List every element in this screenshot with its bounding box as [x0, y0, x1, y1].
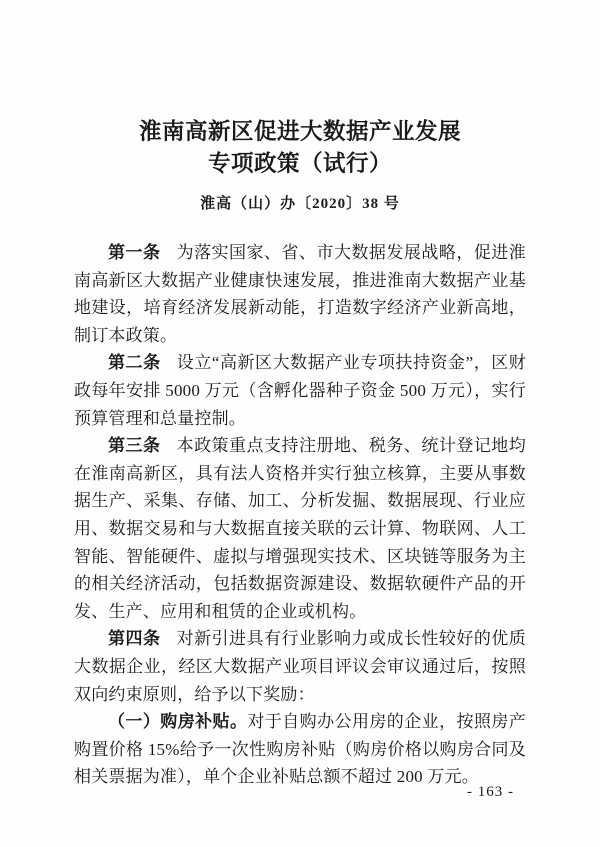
article-4-term: 第四条: [108, 629, 161, 649]
document-title-line-1: 淮南高新区促进大数据产业发展: [138, 119, 461, 144]
article-4-text: 对新引进具有行业影响力或成长性较好的优质大数据企业，经区大数据产业项目评议会审议通过后，按照双向约束原则，给予以下奖励：: [74, 629, 526, 704]
policy-article-4: [74, 625, 526, 708]
article-3-text: 本政策重点支持注册地、税务、统计登记地均在淮南高新区，具有法人资格并实行独立核算，主要从事数据生产、采集、存储、加工、分析发掘、数据展现、行业应用、数据交易和与大数据直接关联的云计算、物联网、人工智能、智能硬件、虚拟与增强现实技术、区块链等服务为主的相关经济活动，包括数据资源建设、数据软硬件产品的开发、生产、应用和租赁的企业或机构。: [74, 436, 526, 621]
article-2-text: 设立“高新区大数据产业专项扶持资金”，区财政每年安排 5000 万元（含孵化器种子资金 500 万元），实行预算管理和总量控制。: [74, 353, 526, 428]
page-number: - 163 -: [467, 784, 514, 800]
clause-1-text: 对于自购办公用房的企业，按照房产购置价格 15%给予一次性购房补贴（购房价格以购房合同及相关票据为准），单个企业补贴总额不超过 200 万元。: [74, 712, 526, 787]
article-2-term: 第二条: [108, 353, 161, 373]
policy-article-3: [74, 432, 526, 625]
policy-article-2: [74, 349, 526, 432]
policy-clause-1: [74, 708, 526, 791]
document-title: [74, 116, 526, 180]
policy-article-1: [74, 239, 526, 349]
article-1-text: 为落实国家、省、市大数据发展战略，促进淮南高新区大数据产业健康快速发展，推进淮南大数据产业基地建设，培育经济发展新动能，打造数字经济产业新高地，制订本政策。: [74, 243, 526, 345]
clause-1-term: （一）购房补贴。: [108, 712, 248, 732]
document-body: [74, 239, 526, 791]
article-1-term: 第一条: [108, 243, 161, 262]
article-3-term: 第三条: [108, 436, 161, 456]
document-title-line-2: 专项政策（试行）: [207, 151, 392, 176]
document-number: 淮高（山）办〔2020〕38 号: [200, 196, 400, 212]
